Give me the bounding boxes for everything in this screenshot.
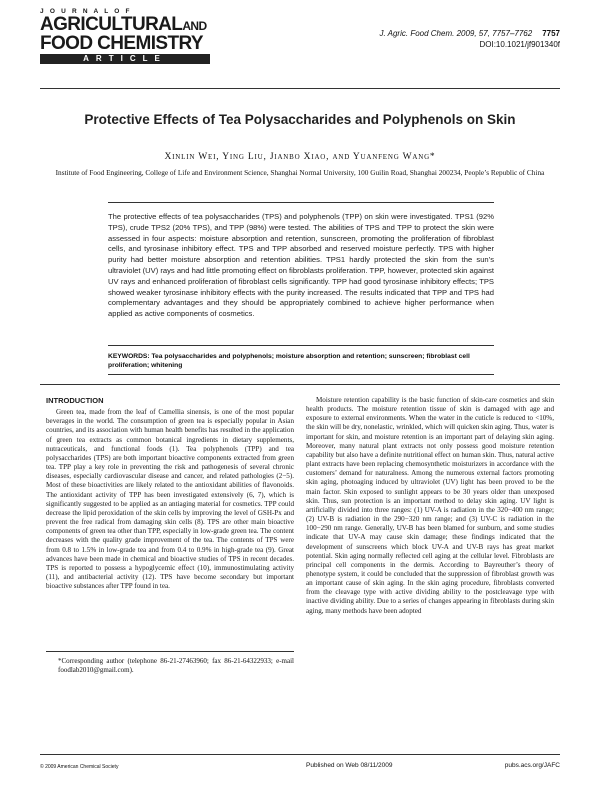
keywords: KEYWORDS: Tea polysaccharides and polyphenols; moisture absorption and retention; sunscreen; fibroblast cell proliferation; whitening [108,353,470,369]
keywords-bottom-rule [108,374,494,375]
journal-logo [40,8,240,64]
corresponding-author-footnote: *Corresponding author (telephone 86-21-27463960; fax 86-21-64322933; e-mail foodlab2010@gmail.com). [58,657,294,674]
right-column [306,396,554,616]
publication-date: Published on Web 08/11/2009 [306,762,393,769]
footnote-rule [46,651,294,652]
journal-logo-line1: J O U R N A L O F [40,8,132,15]
left-column [46,396,294,591]
journal-reference: J. Agric. Food Chem. 2009, 57, 7757–7762 [379,29,533,38]
affiliation: Institute of Food Engineering, College of Life and Environment Science, Shanghai Normal University, 100 Guilin Road, Shanghai 200234, People’s Republic of China [55,168,545,177]
journal-url: pubs.acs.org/JAFC [504,762,560,769]
journal-logo-line3: FOOD CHEMISTRY [40,33,203,54]
author-list: Xinlin Wei, Ying Liu, Jianbo Xiao, and Yuanfeng Wang* [164,152,436,162]
body-top-rule [40,384,560,385]
citation-header [260,28,560,50]
page-number: 7757 [542,29,560,38]
footer-rule [40,754,560,755]
doi: DOI:10.1021/jf901340f [479,40,560,49]
article-type-banner: ARTICLE [40,54,210,64]
paper-title: Protective Effects of Tea Polysaccharides and Polyphenols on Skin [84,112,516,127]
header-rule [40,88,560,89]
copyright-notice: © 2009 American Chemical Society [40,764,119,770]
intro-paragraph-1: Green tea, made from the leaf of Camellia sinensis, is one of the most popular beverages in the world. The consumption of green tea is especially popular in Asian countries, and its association with human health benefits has resulted in the application of green tea extracts as common botanical ingredients in dietary supplements, nutraceuticals, and functional foods (1). Tea polyphenols (TPP) and tea polysaccharides (TPS) are both important bioactive components extracted from green tea. TPP play a key role in preventing the risk and pathogenesis of several chronic diseases, especially cardiovascular disease and cancer, and related pathologies (2−5). Most of these bioactivities are likely related to the antioxidant abilities of flavonoids. The antioxidant activity of TPP has been investigated extensively (6, 7), which is significantly suggested to be applied as an antiaging material for cosmetics. TPP could decrease the lipid peroxidation of the skin cells by improving the level of GSH-Px and prevent the free radical from damaging skin cells (8). TPS are other main bioactive components of green tea other than TPP, especially in low-grade green tea. The content decreases with the quality grade improvement of the tea. The contents of TPS were from 0.8 to 1.5% in low-grade tea and from 0.4 to 0.9% in high-grade tea (9). Great advances have been made in chemical and bioactive studies of TPS in recent decades. TPS is reported to possess a hypoglycemic effect (10), immunostimulating activity (11), and antibacterial activity (12). TPS have become secondary but important bioactive substances after TPP found in tea. [46,408,294,591]
journal-logo-line2: AGRICULTURAL [40,14,183,35]
journal-logo-and: AND [182,19,207,33]
introduction-heading: INTRODUCTION [46,396,104,405]
abstract: The protective effects of tea polysaccharides (TPS) and polyphenols (TPP) on skin were investigated. TPS1 (92% TPS), crude TPS2 (20% TPS), and TPP (98%) were tested. The abilities of TPS and TPP to protect the skin were assessed in four aspects: moisture absorption and retention, sunscreen, promoting the proliferation of fibroblast cells, and tyrosinase inhibitory effect. TPS and TPP absorbed and reserved moisture perfectly. TPS with higher purity had better moisture absorption and retention abilities. TPS1 hardly protected the skin from the sun’s ultraviolet (UV) rays and had little promoting effect on fibroblasts proliferation. TPP, however, protected skin against UV rays and enhanced proliferation of fibroblast cells significantly. TPP had good tyrosinase inhibitory effects; TPS showed weaker tyrosinase inhibitory effects with the purity increased. The results indicated that TPP and TPS had complementary advantages and they should be appropriately combined to achieve higher performance when applied as active components of cosmetics. [108,212,494,319]
abstract-bottom-rule [108,345,494,346]
abstract-top-rule [108,202,494,203]
intro-paragraph-2: Moisture retention capability is the basic function of skin-care cosmetics and skin health products. The moisture retention tissue of skin is damaged with age and exposure to external environments. When the water in the cuticle is reduced to <10%, the skin will be dry, nonelastic, wrinkled, which will quicken skin aging. Thus, water is important for skin, and moisture retention is an important part of delaying skin aging. Moreover, many natural plant extracts not only possess good moisture retention capability but also have a definite nutritional effect on human skin. Thus, natural active plant extracts have been replacing chemosynthetic moisturizers in accordance with the customers’ demand for naturalness. Among the numerous external factors promoting skin aging, photoaging induced by ultraviolet (UV) light has been proved to be the main factor. Skin exposed to sunlight appears to be 30 years older than unexposed skin. Thus, sun protection is an important method to delay skin aging. UV light is artificially divided into three ranges: (1) UV-A is radiation in the 320−400 nm range; (2) UV-B is radiation in the 290−320 nm range; and (3) UV-C is radiation in the 100−290 nm range. Generally, UV-B has been blamed for sunburn, and some studies indicate that UV-A may cause skin damage; these findings indicated that the development of sunscreens which block UV-A and UV-B rays has great market potential. Skin aging normally reflected cell aging at the cellular level. Fibroblasts are principal cell components in the dermis. According to Bayreuther’s theory of phenotype system, it could be concluded that the suppression of fibroblast growth was an important cause of skin aging. In the skin aging procedure, fibroblasts converted from the cleavage type with active dividing ability to the postcleavage type with inactive dividing ability. Due to a series of changes appearing in fibroblasts during skin aging, many methods have been adopted [306,396,554,615]
